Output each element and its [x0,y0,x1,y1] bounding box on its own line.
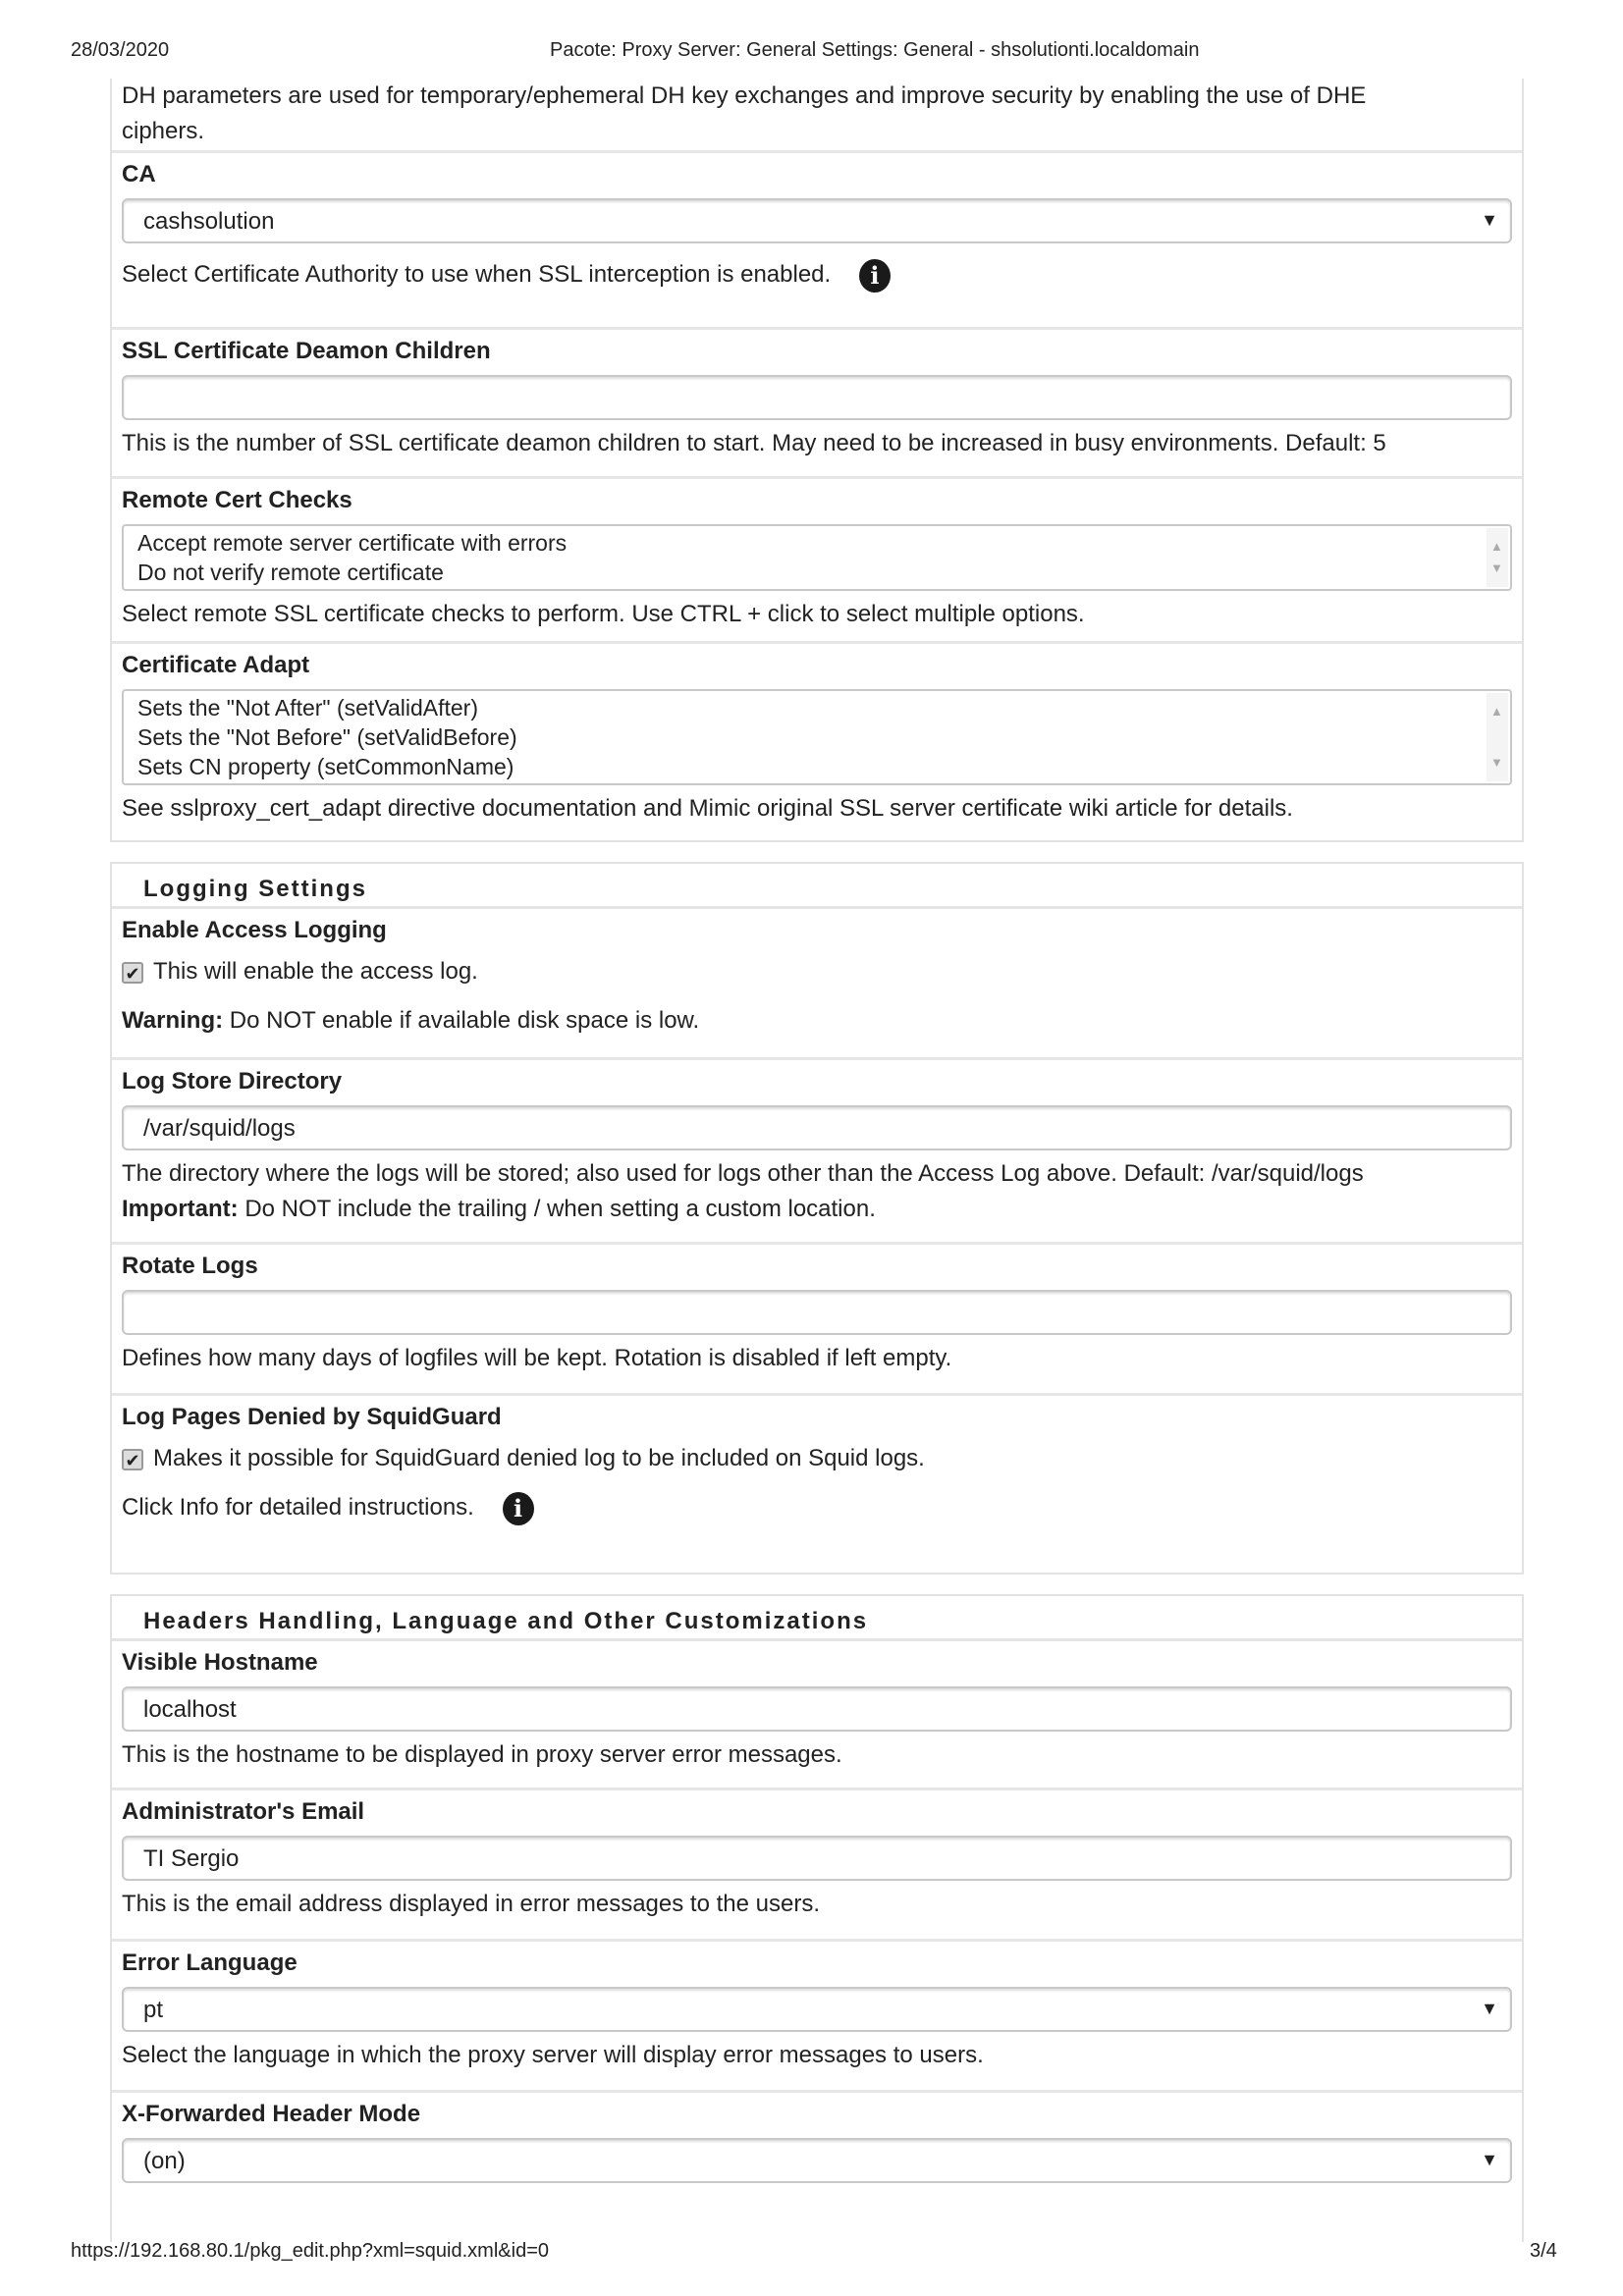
important-prefix: Important: [122,1196,239,1222]
rotate-logs-label: Rotate Logs [122,1253,258,1279]
admin-email-input[interactable] [122,1836,1512,1881]
print-title: Pacote: Proxy Server: General Settings: General - shsolutionti.localdomain [550,39,1200,61]
error-language-row [112,1942,1522,2093]
log-store-directory-row [112,1060,1522,1245]
cert-adapt-option[interactable]: Sets the "Not After" (setValidAfter) [137,695,478,721]
x-forwarded-label: X-Forwarded Header Mode [122,2101,421,2127]
certificate-adapt-help: See sslproxy_cert_adapt directive documentation and Mimic original SSL server certificate wiki article for details. [122,795,1293,822]
visible-hostname-help: This is the hostname to be displayed in proxy server error messages. [122,1741,842,1768]
logging-settings-heading: Logging Settings [112,864,1522,909]
remote-cert-checks-help: Select remote SSL certificate checks to perform. Use CTRL + click to select multiple options. [122,601,1085,627]
certificate-adapt-label: Certificate Adapt [122,652,310,678]
x-forwarded-select[interactable] [122,2138,1512,2183]
x-forwarded-value: (on) [143,2148,186,2174]
visible-hostname-input[interactable] [122,1686,1512,1732]
visible-hostname-label: Visible Hostname [122,1649,318,1676]
error-language-value: pt [143,1997,164,2023]
cert-adapt-option[interactable]: Sets the "Not Before" (setValidBefore) [137,724,517,750]
ca-select[interactable] [122,198,1512,243]
warning-prefix: Warning: [122,1007,224,1034]
admin-email-help: This is the email address displayed in error messages to the users. [122,1891,820,1917]
access-logging-checkbox-row [122,954,1512,989]
ca-label: CA [122,161,156,187]
certificate-adapt-row [112,644,1522,838]
remote-cert-option[interactable]: Do not verify remote certificate [137,560,444,585]
access-logging-checkbox-label: This will enable the access log. [153,958,478,985]
headers-customizations-heading: Headers Handling, Language and Other Customizations [112,1596,1522,1641]
scroll-down-icon[interactable]: ▼ [1490,755,1503,770]
warning-text: Do NOT enable if available disk space is low. [223,1007,700,1034]
admin-email-value: TI Sergio [143,1845,240,1872]
rotate-logs-input[interactable] [122,1290,1512,1335]
admin-email-row [112,1790,1522,1942]
log-store-directory-important [122,1192,1512,1227]
squidguard-checkbox-label: Makes it possible for SquidGuard denied log to be included on Squid logs. [153,1445,925,1471]
rotate-logs-row [112,1245,1522,1396]
chevron-down-icon: ▼ [1481,1999,1498,2018]
remote-cert-option[interactable]: Accept remote server certificate with errors [137,530,568,556]
squidguard-log-row [112,1396,1522,1573]
access-logging-row [112,909,1522,1060]
squidguard-checkbox-row [122,1441,1512,1476]
error-language-label: Error Language [122,1949,298,1976]
log-store-directory-help: The directory where the logs will be stored; also used for logs other than the Access Log above. Default: /var/squid/logs [122,1160,1364,1187]
remote-cert-checks-row [112,479,1522,644]
print-url: https://192.168.80.1/pkg_edit.php?xml=squid.xml&id=0 [71,2240,549,2262]
visible-hostname-value: localhost [143,1696,237,1723]
dh-params-row [112,79,1522,153]
access-logging-label: Enable Access Logging [122,917,387,943]
access-logging-warning [122,1003,1512,1039]
certificate-adapt-select[interactable] [122,689,1512,785]
ssl-children-label: SSL Certificate Deamon Children [122,338,491,364]
info-icon[interactable]: i [859,259,891,293]
chevron-down-icon: ▼ [1481,2150,1498,2169]
ssl-children-row [112,330,1522,479]
ssl-children-help: This is the number of SSL certificate deamon children to start. May need to be increased in busy environments. Default: 5 [122,430,1386,456]
visible-hostname-row [112,1641,1522,1790]
squidguard-help-text: Click Info for detailed instructions. [122,1494,474,1521]
error-language-help: Select the language in which the proxy server will display error messages to users. [122,2042,984,2068]
scrollbar[interactable] [1487,528,1508,587]
access-logging-checkbox[interactable]: ✔ [122,962,143,984]
print-header [0,39,1623,69]
dh-params-help: DH parameters are used for temporary/ephemeral DH key exchanges and improve security by enabling the use of DHE ciphers. [122,82,1367,144]
squidguard-log-label: Log Pages Denied by SquidGuard [122,1404,502,1430]
remote-cert-checks-label: Remote Cert Checks [122,487,352,513]
ssl-children-input[interactable] [122,375,1512,420]
remote-cert-checks-select[interactable] [122,524,1512,591]
admin-email-label: Administrator's Email [122,1798,365,1825]
ca-help-text: Select Certificate Authority to use when SSL interception is enabled. [122,261,832,288]
squidguard-help [122,1490,1512,1525]
important-text: Do NOT include the trailing / when setting a custom location. [238,1196,876,1222]
scroll-up-icon[interactable]: ▲ [1490,704,1503,719]
scroll-up-icon[interactable]: ▲ [1490,539,1503,554]
cert-adapt-option[interactable]: Sets CN property (setCommonName) [137,754,514,779]
x-forwarded-row [112,2093,1522,2240]
scroll-down-icon[interactable]: ▼ [1490,561,1503,575]
log-store-directory-input[interactable] [122,1105,1512,1150]
log-store-directory-value: /var/squid/logs [143,1115,296,1142]
headers-customizations-panel [110,1594,1524,2242]
ca-help [122,257,1512,293]
logging-settings-panel [110,862,1524,1575]
print-date: 28/03/2020 [71,39,170,61]
log-store-directory-label: Log Store Directory [122,1068,343,1095]
info-icon[interactable]: i [503,1492,534,1525]
error-language-select[interactable] [122,1987,1512,2032]
rotate-logs-help: Defines how many days of logfiles will be kept. Rotation is disabled if left empty. [122,1345,952,1371]
scrollbar[interactable] [1487,693,1508,781]
ca-select-value: cashsolution [143,208,275,235]
print-page-number: 3/4 [1530,2240,1557,2262]
chevron-down-icon: ▼ [1481,210,1498,230]
squidguard-checkbox[interactable]: ✔ [122,1449,143,1470]
ca-row [112,153,1522,330]
ssl-settings-panel [110,79,1524,842]
